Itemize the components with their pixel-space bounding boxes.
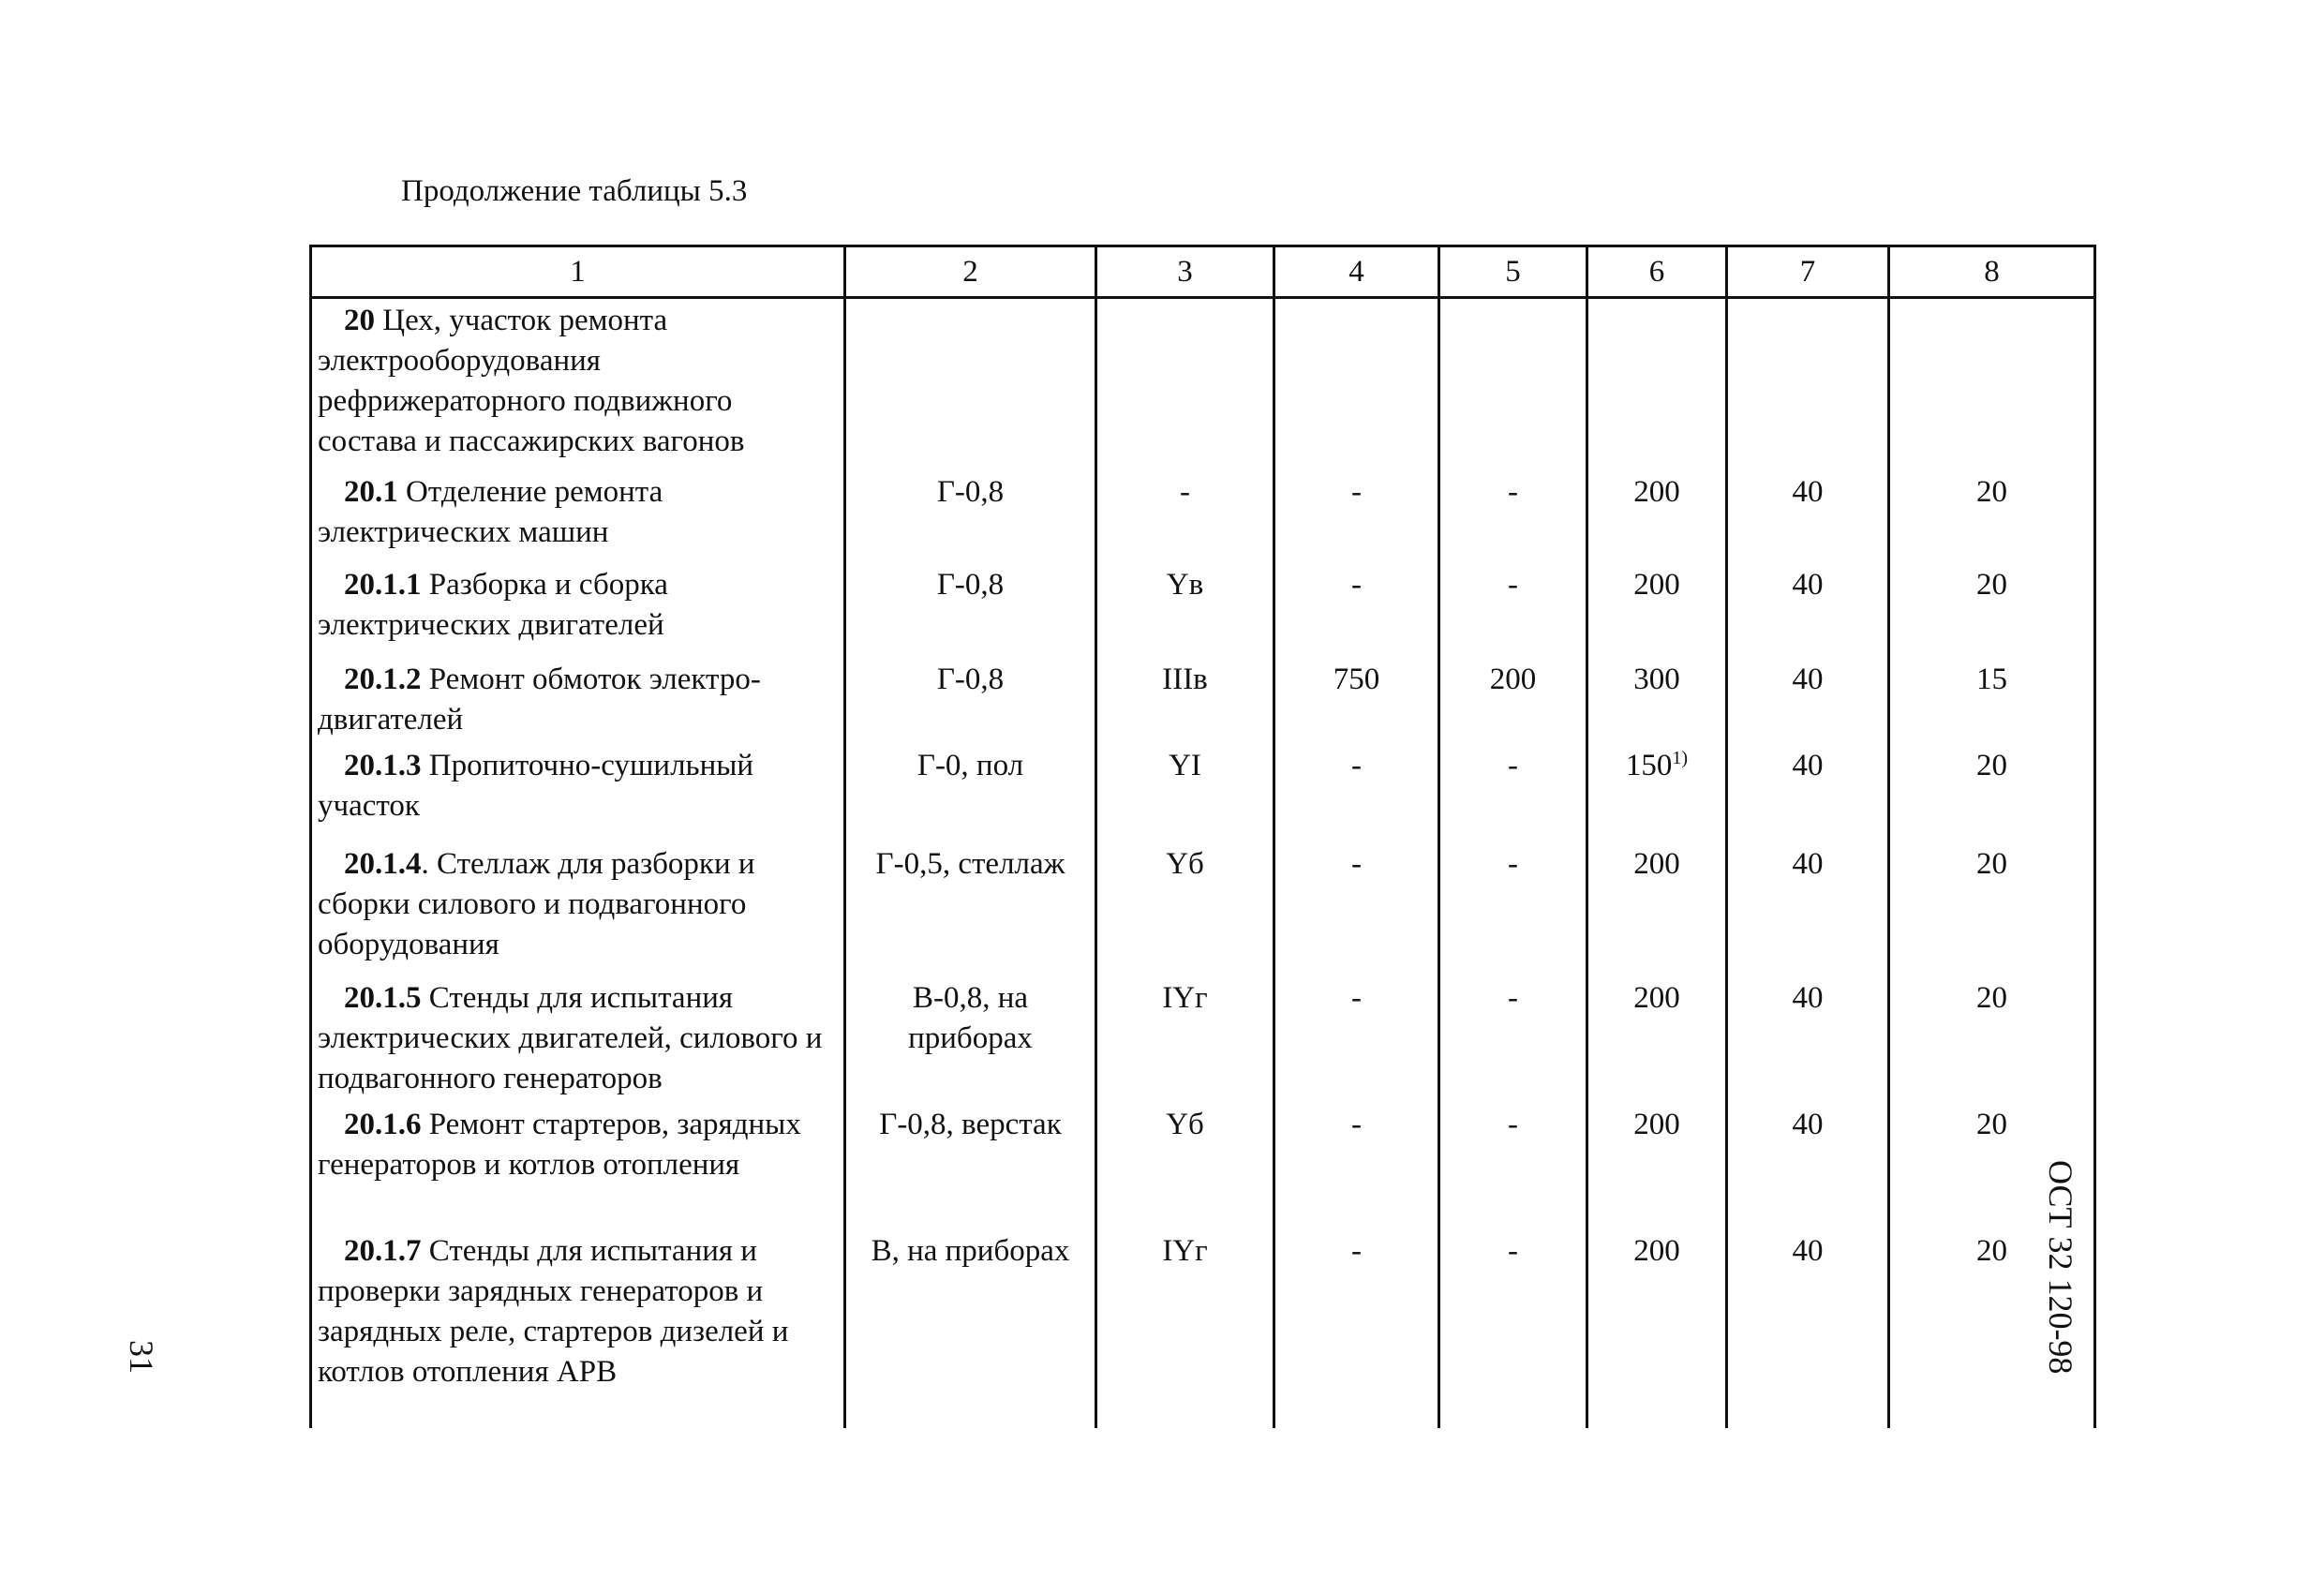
- cell-col4: 750: [1274, 660, 1439, 746]
- column-number-header: [311, 246, 2095, 298]
- room-name: 20.1.2 Ремонт обмоток электро- двигателей: [311, 660, 845, 746]
- cell-col5: -: [1439, 1105, 1587, 1231]
- cell-col7: 40: [1727, 660, 1889, 746]
- cell-col5: 200: [1439, 660, 1587, 746]
- section-text-line: состава и пассажирских вагонов: [318, 424, 745, 458]
- cell-col6: 200: [1587, 565, 1727, 660]
- col-header-2: 2: [845, 246, 1096, 298]
- cell-col3: YI: [1096, 746, 1274, 844]
- cell-col4: -: [1274, 844, 1439, 978]
- cell-col2: Г-0,8, верстак: [845, 1105, 1096, 1231]
- col-header-3: 3: [1096, 246, 1274, 298]
- col-header-6: 6: [1587, 246, 1727, 298]
- cell-col2: В-0,8, на приборах: [845, 978, 1096, 1105]
- cell-col3: Yб: [1096, 1105, 1274, 1231]
- cell-col7: 40: [1727, 472, 1889, 565]
- room-number: 20.1.6: [344, 1107, 422, 1141]
- room-number: 20.1.1: [344, 567, 422, 602]
- room-name: 20.1.3 Пропиточно-сушильный участок: [311, 746, 845, 844]
- cell-col7: 40: [1727, 746, 1889, 844]
- cell-col3: -: [1096, 472, 1274, 565]
- cell-col4: -: [1274, 472, 1439, 565]
- col-header-8: 8: [1889, 246, 2095, 298]
- table-caption: Продолжение таблицы 5.3: [401, 174, 748, 208]
- room-number: 20.1.4: [344, 846, 422, 881]
- col-header-7: 7: [1727, 246, 1889, 298]
- footnote-mark: 1): [1672, 747, 1689, 768]
- room-name: 20.1.7 Стенды для испытания и проверки зарядных генераторов и зарядных реле, стартеров дизелей и котлов отопления АРВ: [311, 1231, 845, 1428]
- section-text-line: рефрижераторного подвижного: [318, 384, 733, 418]
- cell-col5: -: [1439, 844, 1587, 978]
- cell-col3: IYг: [1096, 1231, 1274, 1428]
- section-text-line: электрооборудования: [318, 344, 601, 378]
- cell-col6: 150$^{1)}$: [1587, 746, 1727, 844]
- room-name: 20.1.5 Стенды для испытания электрических двигателей, силового и подвагонного генераторов: [311, 978, 845, 1105]
- room-name: 20.1.6 Ремонт стартеров, зарядных генераторов и котлов отопления: [311, 1105, 845, 1231]
- cell-col5: -: [1439, 1231, 1587, 1428]
- cell-col8: 20: [1889, 844, 2095, 978]
- cell-col7: 40: [1727, 978, 1889, 1105]
- cell-col6: 200: [1587, 844, 1727, 978]
- room-number: 20.1: [344, 474, 398, 509]
- cell-col3: IIIв: [1096, 660, 1274, 746]
- cell-col3: Yб: [1096, 844, 1274, 978]
- section-text: Цех, участок ремонта: [375, 304, 668, 337]
- table-row: [311, 844, 2095, 978]
- cell-col8: 20: [1889, 565, 2095, 660]
- cell-col7: 40: [1727, 1231, 1889, 1428]
- document-code: ОСТ 32 120-98: [2042, 1160, 2079, 1375]
- col-header-5: 5: [1439, 246, 1587, 298]
- cell-col2: Г-0,5, стеллаж: [845, 844, 1096, 978]
- cell-col8: 20: [1889, 472, 2095, 565]
- cell-col2: Г-0,8: [845, 472, 1096, 565]
- room-number: 20.1.7: [344, 1233, 422, 1268]
- cell-col4: -: [1274, 978, 1439, 1105]
- cell-col5: -: [1439, 565, 1587, 660]
- col-header-1: 1: [311, 246, 845, 298]
- cell-col2: Г-0,8: [845, 660, 1096, 746]
- cell-col4: -: [1274, 746, 1439, 844]
- cell-col5: -: [1439, 746, 1587, 844]
- room-name: 20.1.4. Стеллаж для разборки и сборки силового и подвагонного оборудования: [311, 844, 845, 978]
- table-row: [311, 660, 2095, 746]
- cell-col8: 20: [1889, 1231, 2095, 1428]
- cell-col8: 20: [1889, 746, 2095, 844]
- table-row: [311, 472, 2095, 565]
- table-row: [311, 1105, 2095, 1231]
- cell-col7: 40: [1727, 844, 1889, 978]
- cell-col2: Г-0, пол: [845, 746, 1096, 844]
- cell-col3: Yв: [1096, 565, 1274, 660]
- cell-col4: -: [1274, 1105, 1439, 1231]
- cell-col4: -: [1274, 1231, 1439, 1428]
- cell-col3: IYг: [1096, 978, 1274, 1105]
- room-name: 20.1 Отделение ремонта электрических машин: [311, 472, 845, 565]
- cell-col6: 200: [1587, 1231, 1727, 1428]
- cell-col2: В, на приборах: [845, 1231, 1096, 1428]
- page-number: 31: [123, 1340, 160, 1374]
- cell-col4: -: [1274, 565, 1439, 660]
- section-number: 20: [344, 304, 375, 337]
- table-row: [311, 746, 2095, 844]
- room-number: 20.1.5: [344, 980, 422, 1015]
- cell-col2: Г-0,8: [845, 565, 1096, 660]
- cell-col8: 15: [1889, 660, 2095, 746]
- cell-col7: 40: [1727, 1105, 1889, 1231]
- cell-col5: -: [1439, 978, 1587, 1105]
- cell-col6: 300: [1587, 660, 1727, 746]
- table-row: [311, 1231, 2095, 1428]
- room-name: 20.1.1 Разборка и сборка электрических двигателей: [311, 565, 845, 660]
- section-row: [311, 298, 2095, 472]
- table-row: [311, 978, 2095, 1105]
- cell-col6: 200: [1587, 1105, 1727, 1231]
- table-row: [311, 565, 2095, 660]
- room-number: 20.1.2: [344, 662, 422, 696]
- room-number: 20.1.3: [344, 748, 422, 782]
- cell-col5: -: [1439, 472, 1587, 565]
- section-title: [311, 298, 845, 472]
- col-header-4: 4: [1274, 246, 1439, 298]
- cell-col8: 20: [1889, 1105, 2095, 1231]
- cell-col6: 200: [1587, 978, 1727, 1105]
- cell-col6: 200: [1587, 472, 1727, 565]
- data-table: [309, 245, 2096, 1428]
- cell-col7: 40: [1727, 565, 1889, 660]
- cell-col8: 20: [1889, 978, 2095, 1105]
